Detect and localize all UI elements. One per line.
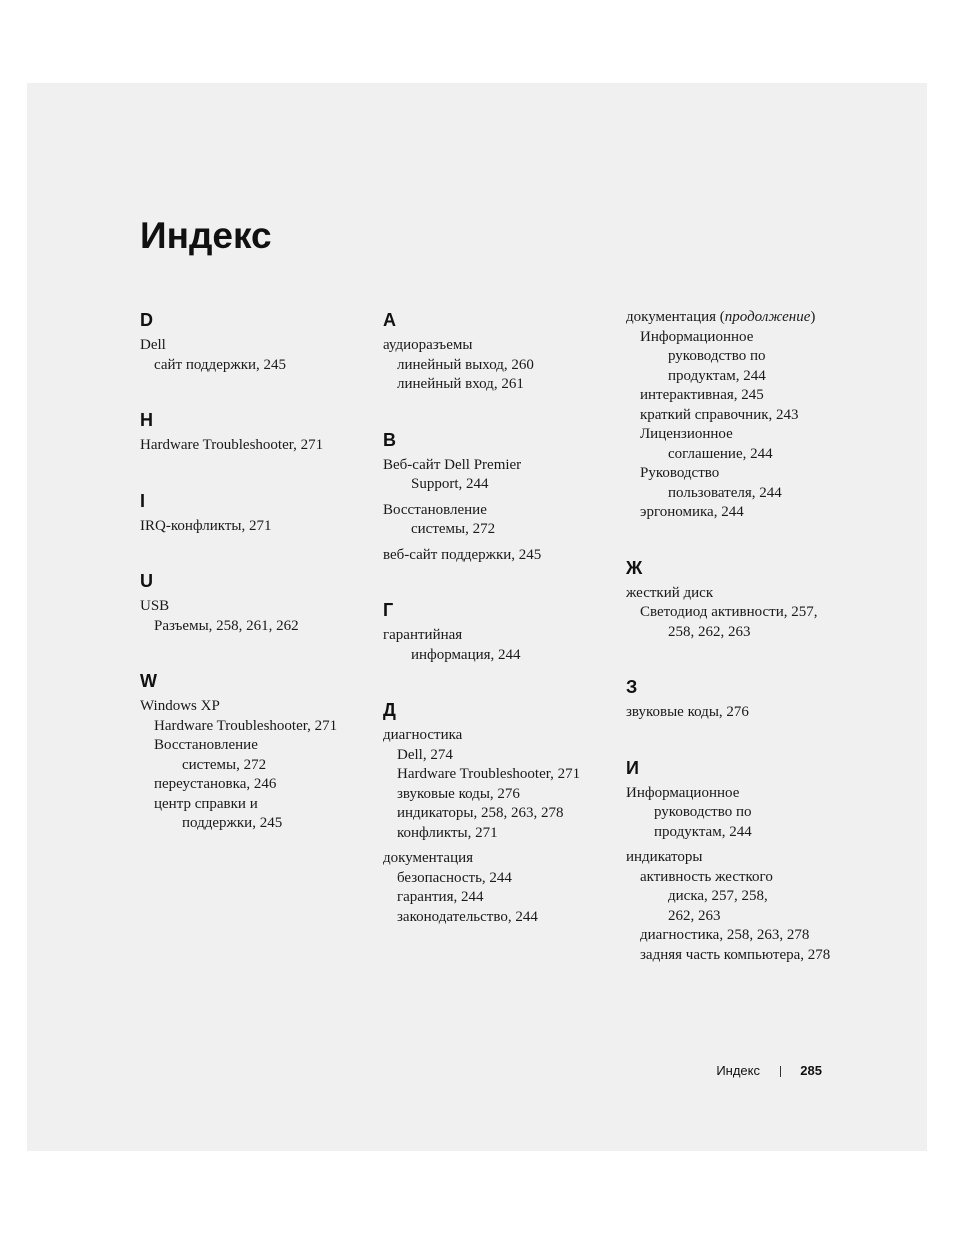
- index-subterm: [626, 347, 858, 367]
- line-text: руководство по: [654, 804, 752, 820]
- index-term: [383, 626, 615, 646]
- line-text: аудиоразъемы: [383, 337, 473, 353]
- line-text: системы, 272: [182, 756, 267, 773]
- index-subterm: [626, 623, 858, 643]
- index-subterm: [383, 824, 615, 844]
- index-subterm: [626, 445, 858, 465]
- index-subterm: [383, 765, 615, 785]
- index-section: [140, 489, 372, 537]
- line-text: USB: [140, 598, 170, 614]
- index-section: [626, 756, 858, 966]
- index-entry: [140, 697, 372, 834]
- line-text: Hardware Troubleshooter, 271: [140, 437, 324, 453]
- line-text: 258, 262, 263: [668, 623, 751, 640]
- index-term: [626, 784, 858, 804]
- index-subterm: [626, 503, 858, 523]
- index-entry: [626, 308, 858, 523]
- line-text: Светодиод активности, 257,: [640, 604, 818, 620]
- index-term: [140, 697, 372, 717]
- section-letter: Д: [383, 700, 396, 720]
- footer-separator: [780, 1066, 781, 1077]
- index-subterm: [140, 814, 372, 834]
- index-entry: [383, 849, 615, 927]
- line-text: информация, 244: [411, 646, 521, 663]
- index-entry: [626, 584, 858, 643]
- section-letter: I: [140, 490, 146, 511]
- index-term: [140, 517, 372, 537]
- line-text: Support, 244: [411, 476, 489, 492]
- index-term: [383, 726, 615, 746]
- index-subterm: [626, 425, 858, 445]
- index-subterm: [626, 328, 858, 348]
- index-subterm: [140, 775, 372, 795]
- index-entry: [140, 336, 372, 375]
- page-footer: [640, 1062, 822, 1080]
- line-text: Dell, 274: [397, 746, 453, 763]
- line-text: диска, 257, 258,: [668, 888, 768, 904]
- index-column-2: [383, 308, 615, 960]
- index-entry: [626, 703, 858, 723]
- line-text: переустановка, 246: [154, 776, 277, 792]
- index-entry: [140, 597, 372, 636]
- index-section: [140, 569, 372, 636]
- index-subterm: [626, 464, 858, 484]
- line-text: соглашение, 244: [668, 445, 773, 462]
- line-text: звуковые коды, 276: [626, 704, 749, 720]
- line-text: линейный вход, 261: [397, 376, 524, 392]
- index-term: [626, 703, 858, 723]
- line-text: эргономика, 244: [640, 504, 744, 520]
- index-subterm: [383, 888, 615, 908]
- line-text: руководство по: [668, 348, 766, 364]
- index-subterm: [140, 795, 372, 815]
- footer-label: Индекс: [716, 1063, 760, 1078]
- section-letter: H: [140, 410, 153, 430]
- index-term: [383, 336, 615, 356]
- index-subterm: [383, 375, 615, 395]
- line-text: Hardware Troubleshooter, 271: [154, 717, 338, 734]
- index-section: [383, 598, 615, 665]
- line-text: линейный выход, 260: [397, 356, 534, 373]
- page-title: Индекс: [140, 215, 272, 256]
- index-subterm: [626, 823, 858, 843]
- index-term: [626, 308, 858, 328]
- line-text: документация: [383, 850, 474, 866]
- index-entry: [383, 501, 615, 540]
- index-subterm: [140, 717, 372, 737]
- line-text: документация (: [626, 309, 725, 325]
- section-letter: Ж: [626, 557, 643, 578]
- line-text: сайт поддержки, 245: [154, 356, 287, 373]
- line-text: индикаторы, 258, 263, 278: [397, 805, 564, 821]
- index-subterm: [383, 869, 615, 889]
- index-term: [383, 501, 615, 521]
- index-entry: [626, 848, 858, 965]
- line-text: гарантийная: [383, 627, 463, 643]
- line-text: пользователя, 244: [668, 484, 782, 501]
- line-text: активность жесткого: [640, 868, 773, 885]
- index-term: [626, 848, 858, 868]
- line-text: диагностика, 258, 263, 278: [640, 927, 810, 943]
- index-section: [626, 675, 858, 723]
- index-section: [383, 428, 615, 566]
- line-text: 262, 263: [668, 907, 721, 924]
- line-text: индикаторы: [626, 849, 703, 865]
- line-text: IRQ-конфликты, 271: [140, 517, 272, 534]
- line-text: интерактивная, 245: [640, 387, 764, 403]
- index-subterm: [140, 736, 372, 756]
- index-subterm: [626, 887, 858, 907]
- section-letter: А: [383, 310, 396, 330]
- index-section: [626, 556, 858, 643]
- section-letter: И: [626, 757, 639, 778]
- index-term: [626, 584, 858, 604]
- line-text: продуктам, 244: [654, 823, 752, 840]
- line-text: продуктам, 244: [668, 367, 766, 384]
- section-letter: Г: [383, 600, 394, 620]
- index-subterm: [383, 908, 615, 928]
- line-text: законодательство, 244: [397, 908, 538, 925]
- index-term: [383, 849, 615, 869]
- line-text: системы, 272: [411, 521, 496, 537]
- index-subterm: [383, 520, 615, 540]
- line-text: Информационное: [640, 328, 754, 345]
- index-entry: [140, 436, 372, 456]
- line-text: Hardware Troubleshooter, 271: [397, 766, 581, 782]
- line-text: Лицензионное: [640, 426, 733, 442]
- index-term: [140, 436, 372, 456]
- section-letter: U: [140, 571, 153, 591]
- index-subterm: [383, 804, 615, 824]
- index-section: [626, 308, 858, 523]
- index-entry: [383, 336, 615, 395]
- index-entry: [383, 456, 615, 495]
- index-subterm: [626, 406, 858, 426]
- line-text: веб-сайт поддержки, 245: [383, 546, 542, 563]
- line-text: Руководство: [640, 465, 720, 481]
- index-subterm: [383, 785, 615, 805]
- index-subterm: [626, 603, 858, 623]
- line-text: Восстановление: [154, 737, 258, 753]
- index-subterm: [383, 356, 615, 376]
- index-section: [383, 308, 615, 395]
- line-text: Dell: [140, 337, 166, 353]
- index-term: [383, 456, 615, 476]
- line-text: поддержки, 245: [182, 815, 283, 831]
- line-text: звуковые коды, 276: [397, 785, 520, 802]
- index-entry: [140, 517, 372, 537]
- index-entry: [383, 546, 615, 566]
- index-subterm: [626, 868, 858, 888]
- index-term: [140, 597, 372, 617]
- closing-paren: ): [810, 309, 816, 325]
- line-text: центр справки и: [154, 795, 258, 812]
- index-subterm: [626, 803, 858, 823]
- line-text: Восстановление: [383, 501, 487, 518]
- line-text: краткий справочник, 243: [640, 406, 799, 423]
- index-section: [140, 308, 372, 375]
- index-entry: [626, 784, 858, 843]
- index-subterm: [383, 646, 615, 666]
- section-letter: D: [140, 310, 153, 330]
- line-text: Разъемы, 258, 261, 262: [154, 617, 299, 634]
- index-subterm: [140, 356, 372, 376]
- line-text: задняя часть компьютера, 278: [640, 946, 831, 963]
- line-text: безопасность, 244: [397, 869, 512, 886]
- index-section: [140, 408, 372, 456]
- index-subterm: [140, 756, 372, 776]
- index-term: [383, 546, 615, 566]
- index-subterm: [383, 475, 615, 495]
- index-entry: [383, 726, 615, 843]
- index-subterm: [626, 367, 858, 387]
- line-text: конфликты, 271: [397, 824, 498, 841]
- page-number: 285: [800, 1063, 822, 1078]
- index-subterm: [626, 386, 858, 406]
- section-letter: З: [626, 677, 638, 697]
- index-column-1: [140, 308, 372, 867]
- section-letter: В: [383, 429, 396, 450]
- index-subterm: [140, 617, 372, 637]
- index-entry: [383, 626, 615, 665]
- index-subterm: [626, 926, 858, 946]
- section-letter: W: [140, 671, 157, 691]
- line-text: Информационное: [626, 784, 740, 801]
- line-text: диагностика: [383, 727, 463, 743]
- index-subterm: [626, 484, 858, 504]
- index-subterm: [626, 946, 858, 966]
- line-text: жесткий диск: [626, 584, 714, 601]
- index-column-3: [626, 308, 858, 998]
- line-text: Веб-сайт Dell Premier: [383, 456, 522, 473]
- continued-label: продолжение: [724, 309, 811, 325]
- index-section: [140, 669, 372, 834]
- index-subterm: [626, 907, 858, 927]
- index-section: [383, 698, 615, 927]
- line-text: гарантия, 244: [397, 889, 484, 905]
- index-term: [140, 336, 372, 356]
- line-text: Windows XP: [140, 698, 220, 714]
- index-subterm: [383, 746, 615, 766]
